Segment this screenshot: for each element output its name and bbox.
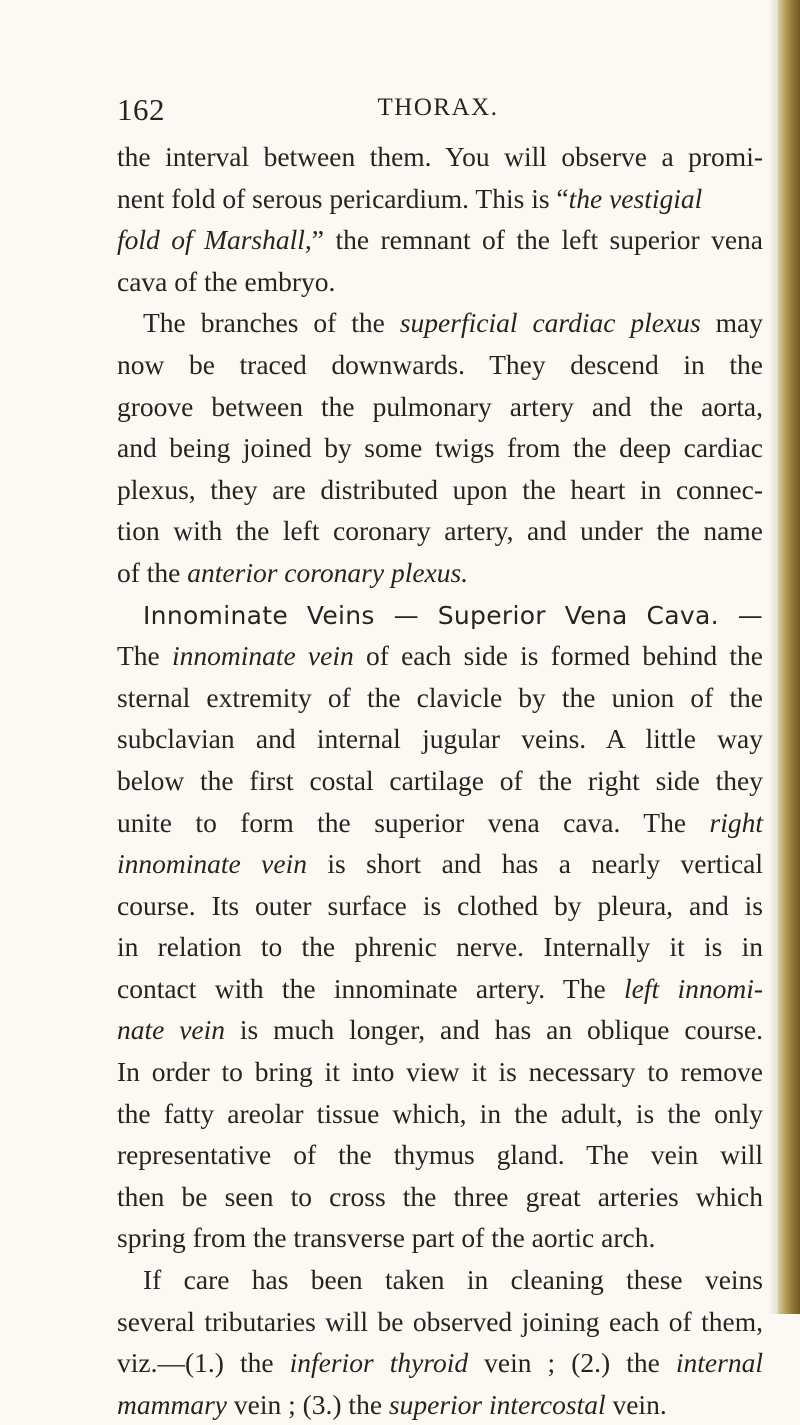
running-title: THORAX. [377,94,499,121]
text-line [117,136,763,178]
text-run: then be seen to cross the three great arteries which [117,1180,763,1212]
text-line [117,178,763,220]
text-line [117,1093,763,1135]
text-line [117,760,763,802]
text-run: groove between the pulmonary artery and the aorta, [117,390,763,422]
italic-run: internal [675,1347,763,1379]
text-line [117,802,763,844]
italic-run: the vestigial [568,182,703,214]
text-run: tion with the left coronary artery, and under the name [117,515,763,547]
text-run: vein ; (2.) the [468,1347,676,1379]
text-run: several tributaries will be observed joining each of them, [117,1305,763,1337]
text-line [117,1384,763,1425]
text-line [117,219,763,261]
text-run: plexus, they are distributed upon the heart in connec- [117,473,763,505]
text-line [117,552,763,594]
text-run: the interval between them. You will observe a promi- [117,141,763,172]
text-run: course. Its outer surface is clothed by pleura, and is [117,889,763,921]
body-text [117,136,763,1425]
text-line [117,1176,763,1218]
text-line [117,677,763,719]
text-run: in relation to the phrenic nerve. Internally it is in [117,931,763,963]
italic-run: superior intercostal [388,1388,606,1420]
text-line [117,926,763,968]
text-run: sternal extremity of the clavicle by the union of the [117,681,763,713]
text-run: nent fold of serous pericardium. This is “ [117,182,569,214]
text-run: the fatty areolar tissue which, in the adult, is the only [117,1097,763,1129]
page-edge [778,0,800,1314]
section-heading [117,594,763,636]
text-run: vein. [605,1388,667,1420]
text-run: The [117,640,172,672]
page-number: 162 [117,92,165,127]
italic-run: anterior coronary plexus. [187,556,469,588]
text-run: viz.—(1.) the [117,1347,290,1379]
text-line [117,427,763,469]
italic-run: innominate vein [171,640,354,672]
page-header [117,92,759,132]
text-line [117,635,763,677]
text-line [117,968,763,1010]
text-run: In order to bring it into view it is necessary to remove [117,1056,763,1088]
text-run: The branches of the [143,307,400,339]
page-gutter-shadow [768,0,778,1314]
text-line [117,718,763,760]
text-run: representative of the thymus gland. The vein will [117,1139,763,1171]
italic-run: innominate vein [117,848,307,880]
text-run: vein ; (3.) the [227,1388,389,1420]
italic-run: mammary [117,1388,227,1420]
heading-text: Innominate Veins — Superior Vena Cava. — [143,600,763,630]
italic-run: left innomi- [624,972,763,1004]
text-line [117,1134,763,1176]
text-line [117,1301,763,1343]
text-run: now be traced downwards. They descend in the [117,348,763,380]
text-run: ” the remnant of the left superior vena [311,224,764,256]
text-line [117,885,763,927]
text-line [117,261,763,303]
text-line [117,510,763,552]
text-run: If care has been taken in cleaning these veins [143,1264,763,1296]
text-line [117,1342,763,1384]
text-run: may [700,307,763,339]
italic-run: fold of Marshall, [117,224,312,256]
text-run: is short and has a nearly vertical [306,848,763,880]
text-line [117,469,763,511]
text-line [117,1259,763,1301]
text-run: of the [117,556,188,588]
text-line [117,386,763,428]
text-run: contact with the innominate artery. The [117,972,624,1004]
text-run: subclavian and internal jugular veins. A little way [117,723,763,755]
text-run: and being joined by some twigs from the deep cardiac [117,432,763,464]
text-run: of each side is formed behind the [353,640,763,672]
text-line [117,344,763,386]
text-run: cava of the embryo. [117,265,336,297]
text-line [117,843,763,885]
italic-run: inferior thyroid [289,1347,469,1379]
text-run: spring from the transverse part of the aortic arch. [117,1222,656,1254]
text-line [117,1009,763,1051]
italic-run: superficial cardiac plexus [399,307,701,339]
text-line [117,1217,763,1259]
italic-run: nate vein [117,1014,226,1046]
text-line [117,1051,763,1093]
text-run: is much longer, and has an oblique course. [225,1014,763,1046]
text-run: unite to form the superior vena cava. The [117,806,710,838]
text-line [117,302,763,344]
text-run: below the first costal cartilage of the right side they [117,764,763,796]
italic-run: right [709,806,763,838]
